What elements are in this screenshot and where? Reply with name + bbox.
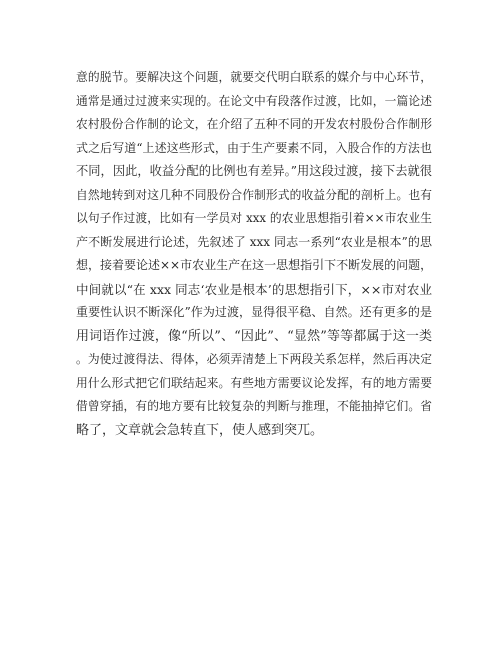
text-line: 用什么形式把它们联结起来。有些地方需要议论发挥，有的地方需要	[76, 375, 432, 390]
text-line: 产不断发展进行论述，先叙述了 xxx 同志一系列“农业是根本”的思	[76, 234, 432, 249]
text-line: 用词语作过渡，像“所以”、“因此”、“显然”等等都属于这一类	[76, 328, 432, 344]
text-line: 重要性认识不断深化”作为过渡，显得很平稳、自然。还有更多的是	[76, 305, 432, 319]
text-line: 通常是通过过渡来实现的。在论文中有段落作过渡，比如，一篇论述	[76, 93, 432, 108]
body-text	[76, 66, 432, 442]
text-line: 意的脱节。要解决这个问题，就要交代明白联系的媒介与中心环节，	[76, 70, 432, 84]
text-line: 借曾穿插，有的地方要有比较复杂的判断与推理，不能抽掉它们。省	[76, 399, 432, 413]
text-line: 想，接着要论述××市农业生产在这一思想指引下不断发展的问题，	[76, 258, 433, 272]
text-line: 自然地转到对这几种不同股份合作制形式的收益分配的剖析上。也有	[76, 187, 432, 202]
text-line: 农村股份合作制的论文，在介绍了五种不同的开发农村股份合作制形	[76, 117, 432, 131]
text-line: 式之后写道“上述这些形式，由于生产要素不同，入股合作的方法也	[76, 140, 432, 155]
text-line: 不同，因此，收益分配的比例也有差异。”用这段过渡，接下去就很	[76, 164, 432, 178]
text-line: 。为使过渡得法、得体，必须弄清楚上下两段关系怎样，然后再决定	[76, 352, 432, 366]
text-line: 略了，文章就会急转直下，使人感到突兀。	[76, 422, 324, 438]
text-line: 以句子作过渡，比如有一学员对 xxx 的农业思想指引着××市农业生	[76, 211, 432, 225]
text-line: 中间就以“在 xxx 同志‘农业是根本’的思想指引下，××市对农业	[76, 281, 432, 297]
